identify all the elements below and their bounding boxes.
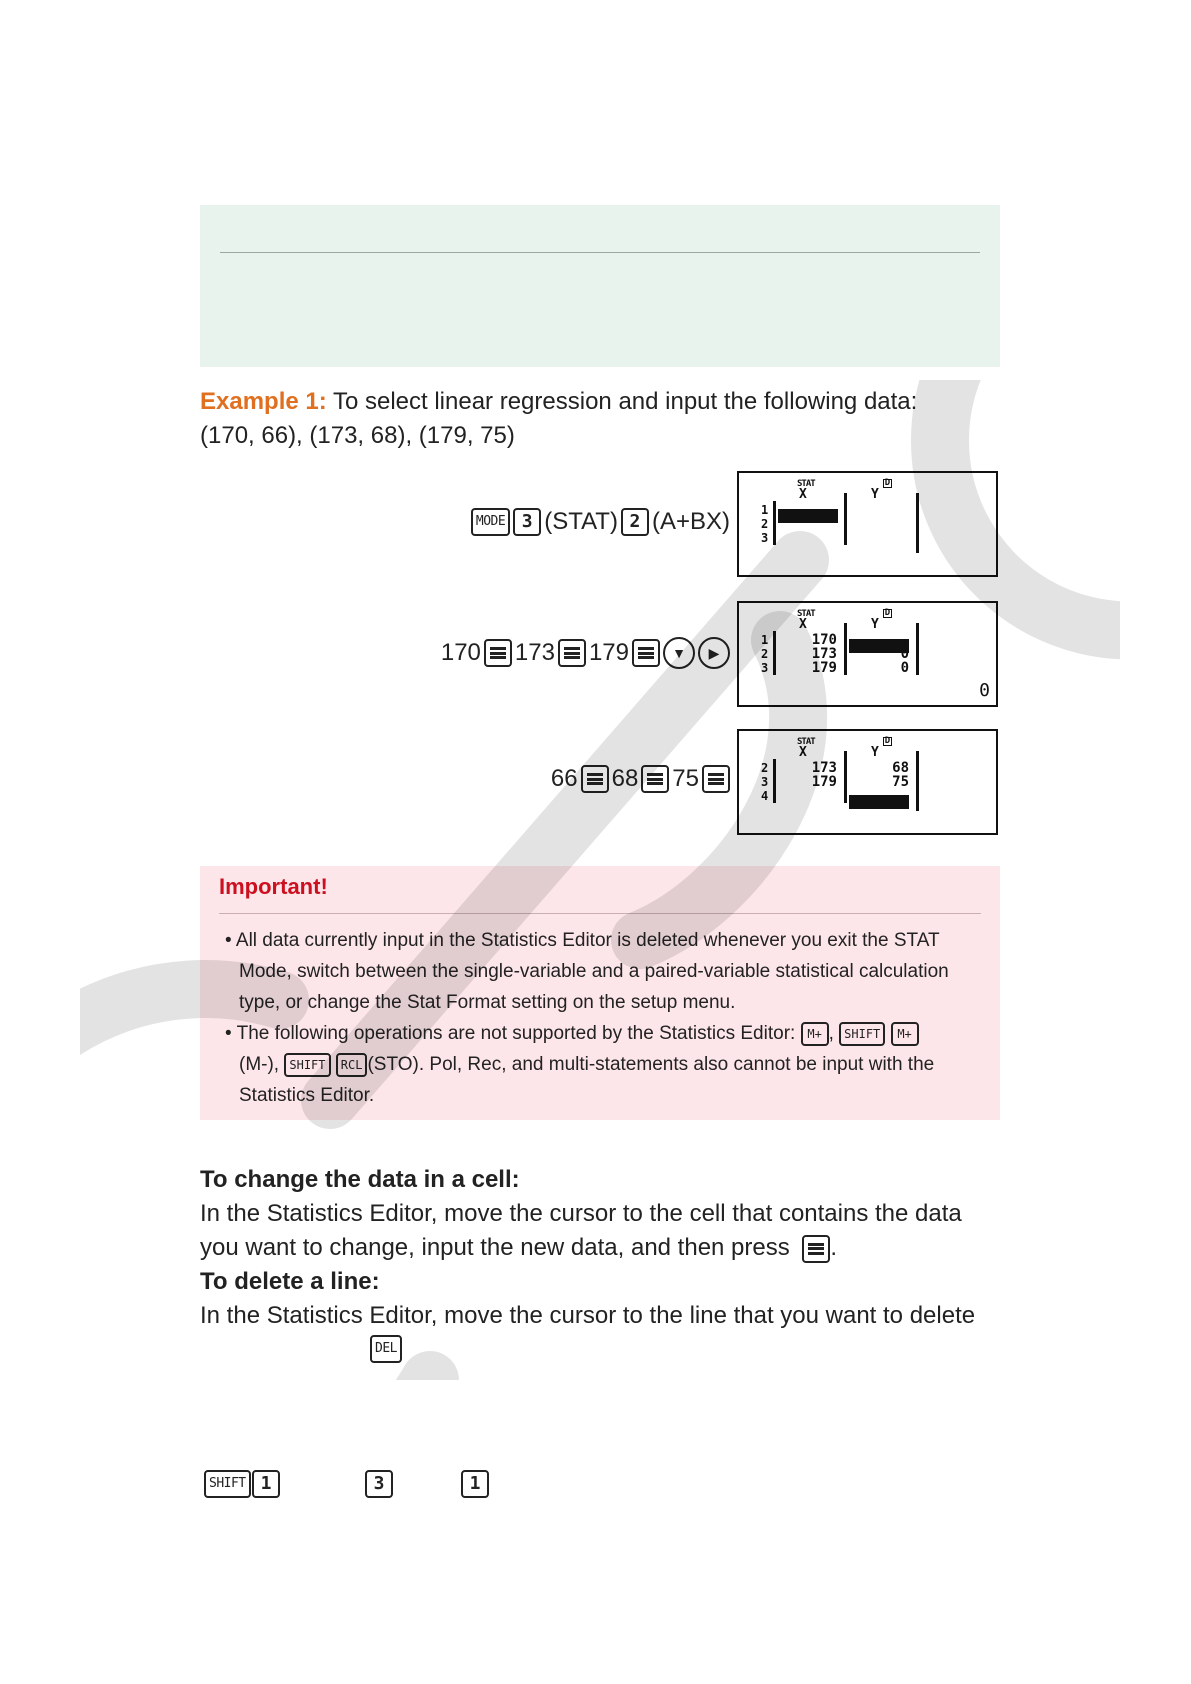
stat-label: (STAT) (544, 508, 618, 535)
important-bullet-2: • The following operations are not supported by the Statistics Editor: M+ , SHIFT M+ (M-), SHIFT RCL (STO). Pol, Rec, and multi-statements also cannot be input with the Statistics Editor. (225, 1018, 934, 1111)
lcd-cell: 68 (892, 760, 909, 776)
lcd-cell: 173 (811, 646, 837, 662)
mode-key: MODE (471, 508, 510, 536)
lcd-row: 1 (761, 633, 769, 647)
step-1-keys (471, 508, 730, 536)
note-box (200, 205, 1000, 367)
key-1: 1 (252, 1470, 280, 1498)
equals-key (632, 639, 660, 667)
lcd-divider (844, 751, 847, 803)
lcd-screen-1 (737, 471, 998, 577)
equals-key (702, 765, 730, 793)
del-key: DEL (370, 1335, 402, 1363)
lcd-y-values (889, 633, 909, 675)
value-66: 66 (550, 765, 578, 792)
key-1: 1 (461, 1470, 489, 1498)
lcd-cursor (849, 795, 909, 809)
down-arrow-key (663, 637, 695, 669)
delete-line-line-1: In the Statistics Editor, move the cursor to the line that you want to delete (200, 1302, 976, 1329)
lcd-row: 3 (761, 661, 769, 675)
lcd-screen-2 (737, 601, 998, 707)
lcd-cursor (778, 509, 838, 523)
example-text: To select linear regression and input the following data: (326, 388, 918, 415)
lcd-divider (844, 493, 847, 545)
lcd-cell (889, 633, 909, 647)
lcd-y-header: Y (871, 745, 879, 760)
lcd-row-numbers (761, 503, 771, 545)
lcd-row: 2 (761, 517, 769, 531)
value-170: 170 (440, 639, 481, 666)
lcd-d-icon: D (884, 608, 891, 618)
lcd-divider (773, 759, 776, 803)
bullet-text: (STO). Pol, Rec, and multi-statements also cannot be input with the (367, 1054, 935, 1075)
lcd-row: 3 (761, 775, 769, 789)
bullet-text: The following operations are not supported by the Statistics Editor: (236, 1023, 796, 1044)
equals-key (802, 1235, 830, 1263)
lcd-row: 1 (761, 503, 769, 517)
lcd-row-numbers (761, 761, 771, 803)
lcd-divider (844, 623, 847, 675)
example-data: (170, 66), (173, 68), (179, 75) (200, 422, 515, 449)
step-3-keys (551, 765, 730, 793)
key-3: 3 (365, 1470, 393, 1498)
value-75: 75 (672, 765, 699, 792)
lcd-y-header: Y (871, 487, 879, 502)
lcd-x-header: X (799, 617, 807, 632)
equals-key (558, 639, 586, 667)
lcd-cell: 0 (900, 660, 909, 676)
change-cell-line-1: In the Statistics Editor, move the cursor to the cell that contains the data (200, 1200, 962, 1227)
bullet-text: All data currently input in the Statistics Editor is deleted whenever you exit the STAT (235, 930, 940, 951)
down-arrow-icon: ▼ (672, 645, 686, 661)
bullet-text: Statistics Editor. (239, 1085, 375, 1106)
value-68: 68 (611, 765, 639, 792)
key-3: 3 (513, 508, 541, 536)
lcd-row-numbers (761, 633, 771, 675)
lcd-stat: STAT (797, 737, 815, 747)
lcd-row: 4 (761, 789, 769, 803)
lcd-d-icon: D (884, 736, 891, 746)
equals-key (484, 639, 512, 667)
lcd-x-header: X (799, 487, 807, 502)
lcd-x-values (807, 633, 837, 675)
lcd-cell: 170 (811, 632, 837, 648)
lcd-divider (916, 751, 919, 811)
bullet-text: Mode, switch between the single-variable and a paired-variable statistical calculation (239, 961, 949, 982)
lcd-cell: 173 (811, 760, 837, 776)
lcd-cell: 179 (811, 660, 837, 676)
lcd-x-values (807, 761, 837, 789)
shift-key: SHIFT (839, 1022, 885, 1046)
note-divider (220, 252, 980, 253)
lcd-y-header: Y (871, 617, 879, 632)
lcd-x-header: X (799, 745, 807, 760)
lcd-stat: STAT (797, 479, 815, 489)
right-arrow-key (698, 637, 730, 669)
lcd-cell: 179 (811, 774, 837, 790)
lcd-divider (773, 501, 776, 545)
important-divider (219, 913, 981, 914)
key-2: 2 (621, 508, 649, 536)
important-title: Important! (219, 874, 328, 899)
bullet-text: (M-), (239, 1054, 280, 1075)
shift-key: SHIFT (284, 1053, 330, 1077)
change-cell-line-2: you want to change, input the new data, and then press . (200, 1234, 838, 1261)
change-cell-text: you want to change, input the new data, and then press (200, 1234, 790, 1261)
value-179: 179 (588, 639, 629, 666)
value-173: 173 (514, 639, 555, 666)
lcd-result: 0 (979, 680, 990, 701)
lcd-divider (773, 631, 776, 675)
delete-line-heading: To delete a line: (200, 1268, 380, 1295)
lcd-divider (916, 623, 919, 675)
rcl-key: RCL (336, 1053, 368, 1077)
right-arrow-icon: ▶ (708, 645, 720, 661)
change-cell-heading: To change the data in a cell: (200, 1166, 520, 1193)
shift-key: SHIFT (204, 1470, 251, 1498)
example-line (200, 385, 917, 419)
important-bullet-1: • All data currently input in the Statistics Editor is deleted whenever you exit the STAT Mode, switch between the single-variable and a paired-variable statistical calculation type, or change the Stat Format setting on the setup menu. (225, 925, 949, 1018)
lcd-cell: 75 (892, 774, 909, 790)
lcd-y-values (889, 761, 909, 789)
example-label: Example 1: (200, 388, 327, 415)
lcd-screen-3 (737, 729, 998, 835)
equals-key (581, 765, 609, 793)
bullet-text: type, or change the Stat Format setting on the setup menu. (239, 992, 736, 1013)
lcd-cell: 0 (900, 646, 909, 662)
m-plus-key: M+ (891, 1022, 919, 1046)
abx-label: (A+BX) (651, 508, 730, 535)
lcd-divider (916, 493, 919, 553)
lcd-row: 2 (761, 647, 769, 661)
lcd-d-icon: D (884, 478, 891, 488)
step-2-keys (441, 637, 730, 669)
m-plus-key: M+ (801, 1022, 829, 1046)
equals-key (641, 765, 669, 793)
lcd-row: 3 (761, 531, 769, 545)
lcd-row: 2 (761, 761, 769, 775)
lcd-stat: STAT (797, 609, 815, 619)
